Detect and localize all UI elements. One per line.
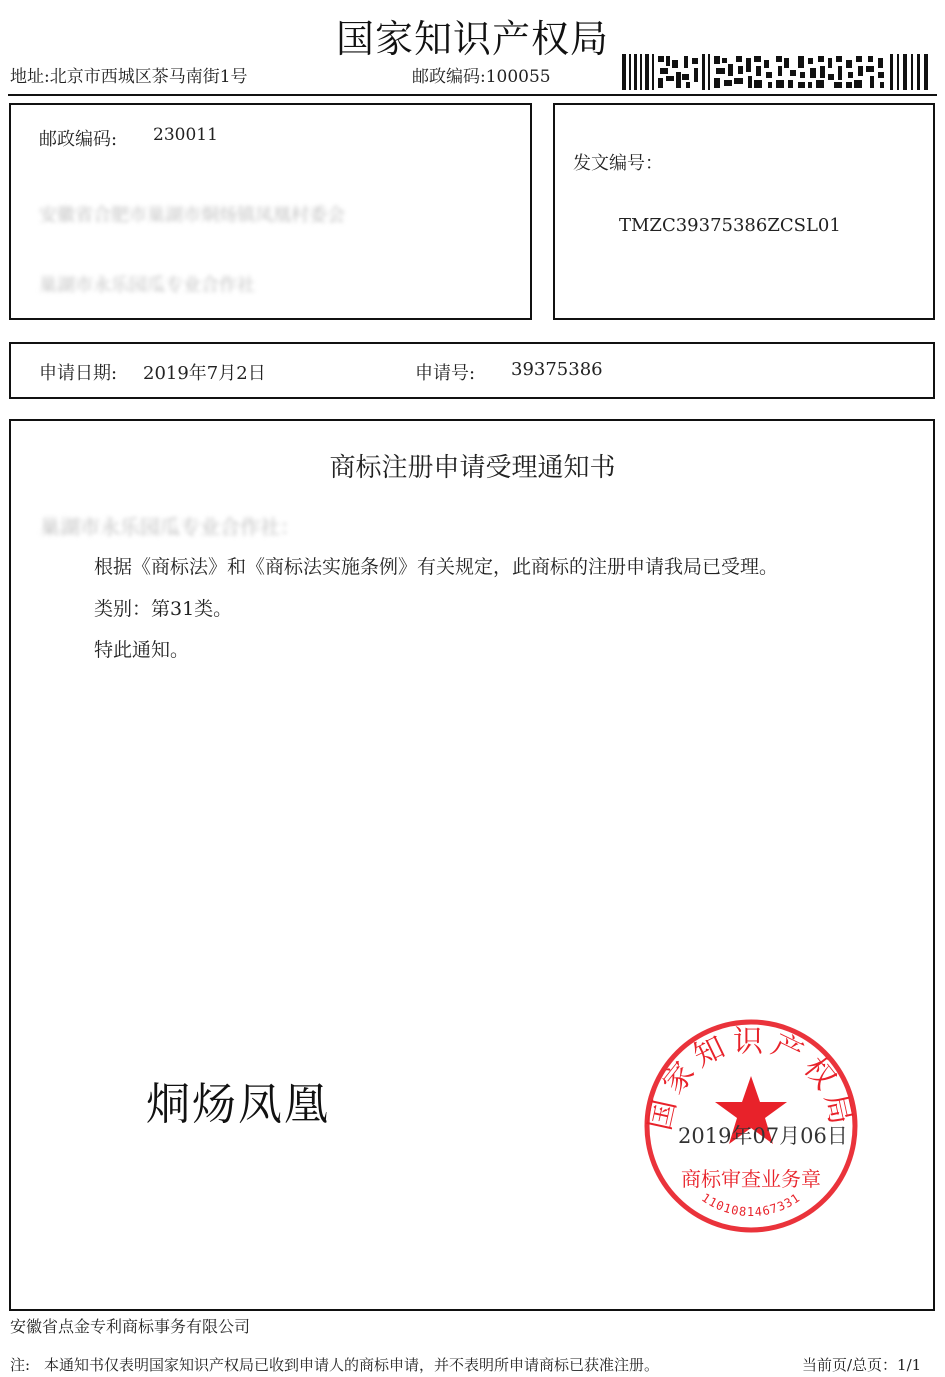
application-date-label: 申请日期: — [39, 363, 118, 384]
recipient-postcode-label: 邮政编码: — [39, 129, 118, 150]
notice-body-line-1: 根据《商标法》和《商标法实施条例》有关规定，此商标的注册申请我局已受理。 — [94, 556, 779, 578]
barcode-image — [622, 54, 930, 90]
recipient-address-redacted: 安徽省合肥市巢湖市烔炀镇凤凰村委会 — [39, 205, 345, 226]
notice-body-line-2: 类别：第31类。 — [94, 598, 233, 620]
svg-text:1101081467331 — [699, 1190, 803, 1219]
trademark-name: 烔炀凤凰 — [146, 1079, 330, 1130]
header-divider — [8, 94, 937, 96]
issuing-office-title: 国家知识产权局 — [335, 17, 609, 61]
seal-serial: 1101081467331 — [699, 1190, 803, 1220]
recipient-name-redacted: 巢湖市永乐园瓜专业合作社 — [39, 275, 255, 296]
agency-name: 安徽省点金专利商标事务有限公司 — [10, 1317, 251, 1336]
application-info-box — [9, 342, 935, 399]
issue-date: 2019年07月06日 — [678, 1124, 848, 1148]
office-postcode: 邮政编码:100055 — [412, 67, 551, 87]
seal-top-text: 国家知识产权局 — [642, 1024, 860, 1134]
dispatch-number-label: 发文编号： — [573, 153, 663, 174]
notice-body-line-3: 特此通知。 — [94, 639, 190, 661]
recipient-postcode: 230011 — [153, 125, 218, 145]
dispatch-number: TMZC39375386ZCSL01 — [619, 215, 841, 236]
page-indicator: 当前页/总页：1/1 — [802, 1356, 922, 1374]
application-number-label: 申请号: — [415, 363, 476, 384]
footer-note: 本通知书仅表明国家知识产权局已收到申请人的商标申请，并不表明所申请商标已获准注册。 — [44, 1356, 660, 1374]
notice-title: 商标注册申请受理通知书 — [329, 453, 616, 483]
dispatch-number-box — [553, 103, 935, 320]
footer-note-label: 注: — [10, 1356, 31, 1374]
addressee-redacted: 巢湖市永乐园瓜专业合作社： — [40, 515, 300, 539]
office-address: 地址:北京市西城区茶马南街1号 — [10, 67, 248, 87]
application-number: 39375386 — [511, 359, 603, 380]
seal-bottom-text: 商标审查业务章 — [681, 1167, 821, 1191]
recipient-box — [9, 103, 532, 320]
application-date: 2019年7月2日 — [143, 363, 266, 384]
